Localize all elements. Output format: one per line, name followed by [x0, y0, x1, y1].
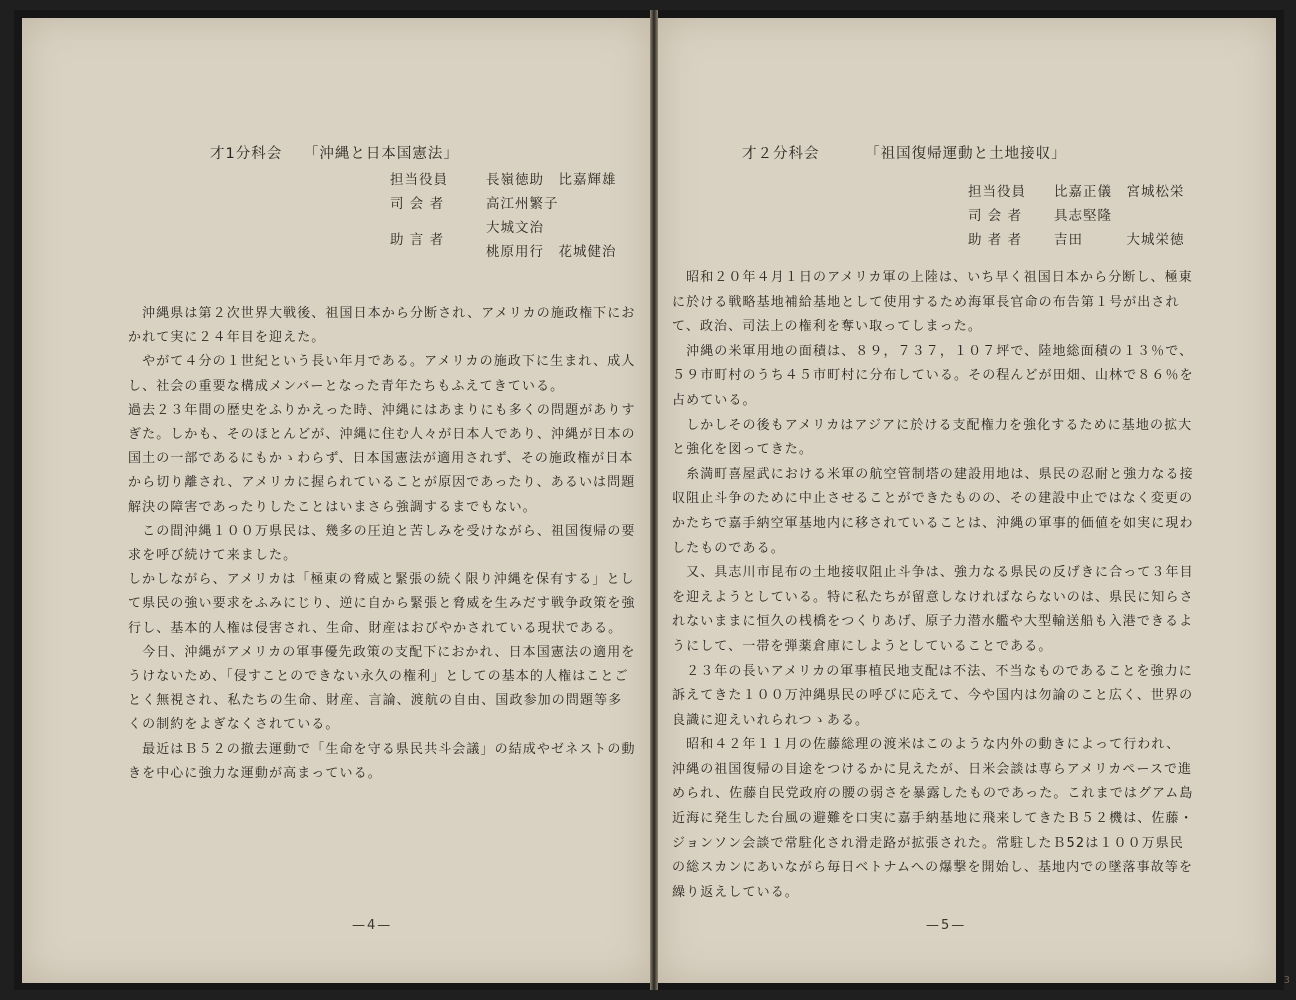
paragraph: しかしその後もアメリカはアジアに於ける支配権力を強化するために基地の拡大と強化を図ってきた。 — [672, 417, 1193, 458]
role-label: 助 者 者 — [968, 232, 1023, 248]
paragraph: 沖縄県は第２次世界大戦後、祖国日本から分断され、アメリカの施政権下におかれて実に２４年目を迎えた。 — [128, 306, 636, 346]
role-label: 司 会 者 — [390, 196, 445, 212]
role-label: 担当役員 — [390, 172, 448, 188]
section-title — [210, 142, 459, 163]
paragraph: やがて４分の１世紀という長い年月である。アメリカの施政下に生まれ、成人し、社会の重要な構成メンバーとなった青年たちもふえてきている。 — [128, 354, 636, 394]
paragraph: しかしながら、アメリカは「極東の脅威と緊張の続く限り沖縄を保有する」として県民の強い要求をふみにじり、逆に自から緊張と脅威を生みだす戦争政策を強行し、基本的人権は侵害され、生命、財産はおびやかされている現状である。 — [128, 572, 636, 636]
paragraph: 糸満町喜屋武における米軍の航空管制塔の建設用地は、県民の忍耐と強力なる接収阻止斗争のために中止させることができたものの、その建設中止ではなく変更のかたちで嘉手納空軍基地内に移されていることは、沖縄の軍事的価値を如実に現わしたものである。 — [672, 466, 1194, 556]
roster-row-chair — [968, 204, 1185, 228]
role-names: 具志堅隆 — [1054, 208, 1112, 224]
book-spine — [650, 10, 658, 990]
roster-row-advisors — [968, 228, 1185, 252]
role-label: 担当役員 — [968, 184, 1026, 200]
role-names: 吉田 大城栄徳 — [1054, 232, 1185, 248]
role-names: 大城文治 — [486, 220, 544, 236]
role-names: 桃原用行 花城健治 — [486, 244, 617, 260]
staff-roster — [968, 180, 1185, 252]
paragraph: 沖縄の米軍用地の面積は、８９，７３７，１０７坪で、陸地総面積の１３％で、５９市町村のうち４５市町村に分布している。その程んどが田畑、山林で８６％を占めている。 — [672, 343, 1194, 408]
role-names: 高江州繁子 — [486, 196, 559, 212]
paragraph: 昭和４２年１１月の佐藤総理の渡米はこのような内外の動きによって行われ、沖縄の祖国復帰の目途をつけるかに見えたが、日米会談は専らアメリカペースで進められ、佐藤自民党政府の腰の弱さを暴露したものであった。これまではグアム島近海に発生した台風の避難を口実に嘉手納基地に飛来してきたＢ５２機は、佐藤・ジョンソン会談で常駐化され滑走路が拡張された。常駐したＢ52は１００万県民の総スカンにあいながら毎日ベトナムへの爆撃を開始し、基地内での墜落事故等を繰り返えしている。 — [672, 737, 1194, 900]
role-label: 司 会 者 — [968, 208, 1023, 224]
paragraph: 過去２３年間の歴史をふりかえった時、沖縄にはあまりにも多くの問題がありすぎた。しかも、そのほとんどが、沖縄に住む人々が日本人であり、沖縄が日本の国土の一部であるにもかゝわらず、日本国憲法が適用されず、その施政権が日本から切り離され、アメリカに握られていることが原因であったり、あるいは問題解決の障害であったりしたことはいまさら強調するまでもない。 — [128, 402, 636, 515]
roster-row-officers — [968, 180, 1185, 204]
paragraph: この間沖縄１００万県民は、幾多の圧迫と苦しみを受けながら、祖国復帰の要求を呼び続けて来ました。 — [128, 523, 636, 564]
section-title — [742, 142, 1067, 163]
roster-row-chair — [390, 192, 617, 216]
page-number: —5— — [926, 918, 967, 933]
corner-mark: 3 — [1283, 975, 1290, 986]
section-theme: 「祖国復帰運動と土地接収」 — [865, 146, 1067, 162]
paragraph: 最近はＢ５２の撤去運動で「生命を守る県民共斗会議」の結成やゼネストの動きを中心に強力な運動が高まっている。 — [128, 741, 636, 781]
role-names: 長嶺徳助 比嘉輝雄 — [486, 172, 617, 188]
body-text — [672, 266, 1194, 905]
paragraph: 又、具志川市昆布の土地接収阻止斗争は、強力なる県民の反げきに合って３年目を迎えようとしている。特に私たちが留意しなければならないのは、県民に知らされないままに恒久の桟橋をつくりあげ、原子力潜水艦や大型輸送船も入港できるようにして、一帯を弾薬倉庫にしようとしていることである。 — [672, 565, 1194, 654]
paragraph: 昭和２０年４月１日のアメリカ軍の上陸は、いち早く祖国日本から分断し、極東に於ける戦略基地補給基地として使用するため海軍長官命の布告第１号が出されて、政治、司法上の権利を奪い取ってしまった。 — [672, 270, 1193, 335]
roster-row-advisors-2 — [390, 228, 617, 264]
section-number: 才1分科会 — [210, 146, 283, 162]
section-number: 才２分科会 — [742, 146, 820, 162]
booklet — [14, 10, 1284, 990]
page-number: —4— — [352, 918, 393, 933]
roster-row-officers — [390, 168, 617, 192]
left-page — [22, 18, 650, 983]
paragraph: 今日、沖縄がアメリカの軍事優先政策の支配下におかれ、日本国憲法の適用をうけないため、「侵すことのできない永久の権利」としての基本的人権はことごとく無視され、私たちの生命、財産、言論、渡航の自由、国政参加の問題等多くの制約をよぎなくされている。 — [128, 644, 636, 733]
staff-roster — [390, 168, 617, 264]
body-text — [128, 302, 636, 786]
role-label: 助 言 者 — [390, 232, 445, 248]
role-names: 比嘉正儀 宮城松栄 — [1054, 184, 1185, 200]
section-theme: 「沖縄と日本国憲法」 — [303, 146, 459, 162]
right-page — [658, 18, 1276, 983]
paragraph: ２３年の長いアメリカの軍事植民地支配は不法、不当なものであることを強力に訴えてきた１００万沖縄県民の呼びに応えて、今や国内は勿論のこと広く、世界の良識に迎えいれられつゝある。 — [672, 663, 1194, 728]
